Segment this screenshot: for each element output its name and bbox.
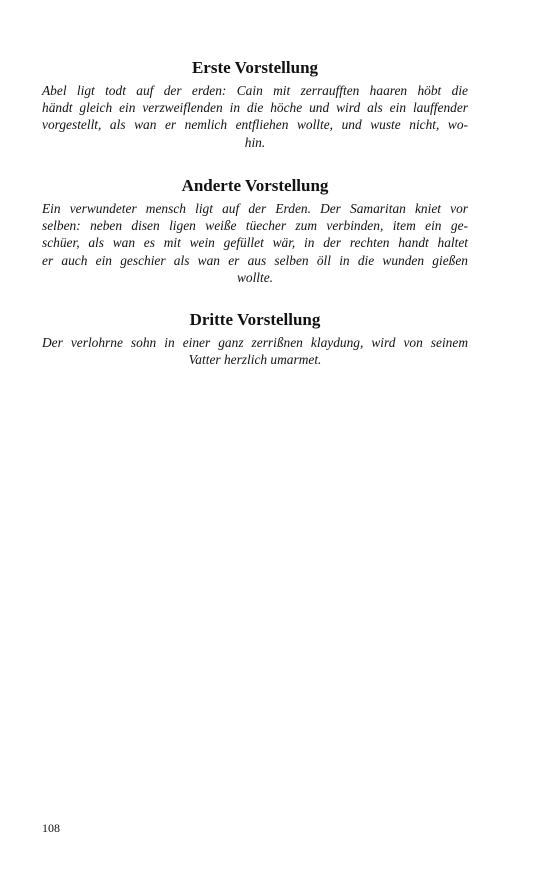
section-heading: Anderte Vorstellung bbox=[181, 176, 329, 195]
section-description bbox=[42, 334, 468, 368]
text-line: Ein verwundeter mensch ligt auf der Erden. Der Samaritan kniet vor bbox=[42, 201, 468, 216]
text-line: hin. bbox=[244, 134, 266, 150]
text-line: selben: neben disen ligen weiße tüecher zum verbinden, item ein ge- bbox=[42, 218, 468, 234]
text-line: Abel ligt todt auf der erden: Cain mit zerraufften haaren höbt die bbox=[42, 83, 468, 98]
text-line: händt gleich ein verzweiflenden in die höche und wird als ein lauffender bbox=[42, 100, 468, 116]
text-line: Der verlohrne sohn in einer ganz zerrißnen klaydung, wird von seinem bbox=[42, 335, 468, 350]
section-heading: Erste Vorstellung bbox=[191, 58, 319, 77]
section-description bbox=[42, 200, 468, 286]
section-anderte-vorstellung bbox=[42, 176, 468, 286]
section-dritte-vorstellung bbox=[42, 310, 468, 368]
text-line: Vatter herzlich umarmet. bbox=[188, 352, 322, 368]
text-line: er auch ein geschier als wan er aus selben öll in die wunden gießen bbox=[42, 252, 468, 268]
text-line: schüer, als wan es mit wein gefüllet wär, in der rechten handt haltet bbox=[42, 235, 468, 251]
text-line: wollte. bbox=[236, 269, 274, 285]
section-heading: Dritte Vorstellung bbox=[189, 310, 321, 329]
section-erste-vorstellung bbox=[42, 58, 468, 151]
page-number: 108 bbox=[42, 821, 60, 835]
text-line: vorgestellt, als wan er nemlich entfliehen wollte, und wuste nicht, wo- bbox=[42, 117, 468, 133]
section-description bbox=[42, 82, 468, 151]
